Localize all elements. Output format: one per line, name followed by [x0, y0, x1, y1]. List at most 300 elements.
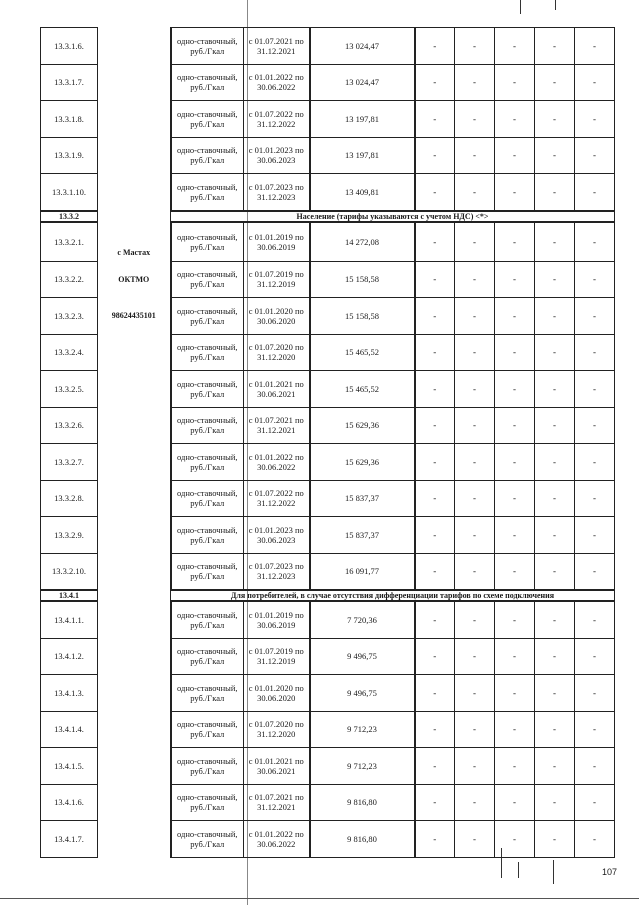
period-text: с 01.01.2021 по	[248, 755, 304, 766]
empty-value-cell: -	[575, 784, 615, 821]
empty-value-cell: -	[535, 638, 575, 675]
empty-value-cell: -	[575, 174, 615, 211]
scan-artifact	[553, 860, 554, 884]
row-number-cell: 13.3.1.9.	[41, 137, 98, 174]
tariff-type-cell	[171, 675, 244, 712]
tariff-value-cell: 15 465,52	[310, 334, 415, 371]
empty-value-cell: -	[495, 101, 535, 138]
tariff-type-text: руб./Гкал	[190, 656, 225, 667]
tariff-type-text: одно-ставочный,	[176, 35, 238, 46]
period-text: с 01.01.2019 по	[248, 609, 304, 620]
empty-value-cell: -	[455, 553, 495, 590]
row-number-cell: 13.3.1.6.	[41, 28, 98, 65]
period-text: с 01.01.2022 по	[248, 72, 304, 83]
tariff-value-cell: 7 720,36	[310, 601, 415, 638]
empty-value-cell: -	[495, 748, 535, 785]
table-row	[41, 821, 615, 858]
empty-value-cell: -	[535, 222, 575, 262]
organization-cell	[98, 298, 171, 335]
empty-value-cell: -	[575, 64, 615, 101]
tariff-type-text: руб./Гкал	[190, 155, 225, 166]
empty-value-cell: -	[415, 480, 455, 517]
period-text: с 01.07.2020 по	[248, 342, 304, 353]
empty-value-cell: -	[415, 371, 455, 408]
empty-value-cell: -	[495, 261, 535, 298]
empty-value-cell: -	[495, 137, 535, 174]
tariff-value-cell: 9 816,80	[310, 821, 415, 858]
empty-value-cell: -	[455, 675, 495, 712]
tariff-type-cell	[171, 517, 244, 554]
period-text: с 01.07.2021 по	[248, 35, 304, 46]
empty-value-cell: -	[575, 553, 615, 590]
period-cell	[244, 480, 310, 517]
empty-value-cell: -	[455, 444, 495, 481]
tariff-type-cell	[171, 371, 244, 408]
empty-value-cell: -	[495, 407, 535, 444]
empty-value-cell: -	[455, 371, 495, 408]
period-text: с 01.07.2021 по	[248, 415, 304, 426]
tariff-type-text: одно-ставочный,	[176, 792, 238, 803]
scan-artifact	[520, 0, 521, 14]
tariff-type-cell	[171, 261, 244, 298]
table-row	[41, 675, 615, 712]
organization-text: 98624435101	[111, 311, 156, 321]
empty-value-cell: -	[455, 517, 495, 554]
tariff-value-cell: 15 837,37	[310, 480, 415, 517]
period-cell	[244, 298, 310, 335]
organization-cell	[98, 517, 171, 554]
empty-value-cell: -	[455, 821, 495, 858]
period-cell	[244, 334, 310, 371]
row-number-cell: 13.4.1.7.	[41, 821, 98, 858]
empty-value-cell: -	[495, 675, 535, 712]
empty-value-cell: -	[575, 480, 615, 517]
empty-value-cell: -	[495, 517, 535, 554]
tariff-value-cell: 15 629,36	[310, 444, 415, 481]
empty-value-cell: -	[455, 28, 495, 65]
tariff-type-text: руб./Гкал	[190, 729, 225, 740]
organization-text: с Мастах	[117, 248, 151, 257]
tariff-type-cell	[171, 174, 244, 211]
empty-value-cell: -	[415, 821, 455, 858]
row-number-cell: 13.3.2.10.	[41, 553, 98, 590]
row-number-cell: 13.4.1.2.	[41, 638, 98, 675]
empty-value-cell: -	[415, 784, 455, 821]
empty-value-cell: -	[415, 298, 455, 335]
empty-value-cell: -	[495, 298, 535, 335]
tariff-value-cell: 15 158,58	[310, 261, 415, 298]
tariff-type-cell	[171, 444, 244, 481]
tariff-type-text: одно-ставочный,	[176, 72, 238, 83]
tariff-type-text: руб./Гкал	[190, 315, 225, 326]
organization-cell	[98, 261, 171, 298]
empty-value-cell: -	[495, 444, 535, 481]
row-number-cell: 13.3.2.8.	[41, 480, 98, 517]
empty-value-cell: -	[455, 64, 495, 101]
table-row	[41, 101, 615, 138]
period-text: 31.12.2019	[257, 656, 296, 667]
tariff-type-text: одно-ставочный,	[176, 108, 238, 119]
period-cell	[244, 261, 310, 298]
row-number-cell: 13.3.2.7.	[41, 444, 98, 481]
tariff-type-text: одно-ставочный,	[176, 342, 238, 353]
empty-value-cell: -	[415, 517, 455, 554]
period-text: 30.06.2020	[257, 692, 296, 703]
table-row	[41, 64, 615, 101]
empty-value-cell: -	[575, 517, 615, 554]
period-text: 30.06.2022	[257, 461, 296, 472]
tariff-type-cell	[171, 101, 244, 138]
organization-cell	[98, 601, 171, 638]
empty-value-cell: -	[415, 444, 455, 481]
row-number-cell: 13.3.2.4.	[41, 334, 98, 371]
empty-value-cell: -	[495, 784, 535, 821]
tariff-type-text: руб./Гкал	[190, 619, 225, 630]
organization-cell	[98, 711, 171, 748]
period-text: 30.06.2022	[257, 82, 296, 93]
empty-value-cell: -	[575, 711, 615, 748]
tariff-type-text: руб./Гкал	[190, 692, 225, 703]
empty-value-cell: -	[495, 334, 535, 371]
period-text: с 01.01.2019 по	[248, 231, 304, 242]
empty-value-cell: -	[535, 371, 575, 408]
empty-value-cell: -	[495, 601, 535, 638]
period-text: 31.12.2021	[257, 425, 296, 436]
period-text: 31.12.2022	[257, 498, 296, 509]
empty-value-cell: -	[415, 174, 455, 211]
section-title: Для потребителей, в случае отсутствия дифференциации тарифов по схеме подключения	[171, 590, 615, 601]
tariff-value-cell: 13 197,81	[310, 101, 415, 138]
section-header-row	[41, 590, 615, 601]
period-text: 30.06.2023	[257, 534, 296, 545]
empty-value-cell: -	[495, 222, 535, 262]
table-row	[41, 553, 615, 590]
tariff-type-text: одно-ставочный,	[176, 415, 238, 426]
tariff-type-text: одно-ставочный,	[176, 828, 238, 839]
period-text: 31.12.2019	[257, 279, 296, 290]
organization-cell	[98, 64, 171, 101]
row-number-cell: 13.3.2.5.	[41, 371, 98, 408]
scan-artifact	[555, 0, 556, 10]
table-row	[41, 784, 615, 821]
table-row	[41, 711, 615, 748]
table-body	[41, 28, 615, 858]
empty-value-cell: -	[535, 334, 575, 371]
tariff-type-cell	[171, 222, 244, 262]
tariff-value-cell: 9 712,23	[310, 748, 415, 785]
period-text: 31.12.2021	[257, 45, 296, 56]
tariff-type-text: руб./Гкал	[190, 118, 225, 129]
period-cell	[244, 407, 310, 444]
table-row	[41, 407, 615, 444]
period-cell	[244, 101, 310, 138]
row-number-cell: 13.3.2.2.	[41, 261, 98, 298]
period-text: 31.12.2020	[257, 352, 296, 363]
empty-value-cell: -	[495, 64, 535, 101]
empty-value-cell: -	[495, 638, 535, 675]
empty-value-cell: -	[535, 298, 575, 335]
organization-cell	[98, 222, 171, 262]
period-text: 31.12.2023	[257, 191, 296, 202]
tariff-value-cell: 13 024,47	[310, 28, 415, 65]
period-text: с 01.01.2022 по	[248, 828, 304, 839]
empty-value-cell: -	[575, 28, 615, 65]
period-text: 30.06.2022	[257, 838, 296, 849]
tariff-type-text: одно-ставочный,	[176, 145, 238, 156]
empty-value-cell: -	[455, 261, 495, 298]
empty-value-cell: -	[535, 137, 575, 174]
organization-cell	[98, 748, 171, 785]
tariff-type-cell	[171, 407, 244, 444]
period-text: с 01.07.2019 по	[248, 646, 304, 657]
organization-cell	[98, 675, 171, 712]
empty-value-cell: -	[415, 601, 455, 638]
period-cell	[244, 601, 310, 638]
tariff-type-cell	[171, 601, 244, 638]
section-title: Население (тарифы указываются с учетом НДС) <*>	[171, 211, 615, 222]
tariff-type-text: руб./Гкал	[190, 765, 225, 776]
table-row	[41, 444, 615, 481]
empty-value-cell: -	[455, 298, 495, 335]
empty-value-cell: -	[495, 28, 535, 65]
empty-value-cell: -	[495, 711, 535, 748]
tariff-type-cell	[171, 784, 244, 821]
tariff-type-text: руб./Гкал	[190, 388, 225, 399]
empty-value-cell: -	[535, 748, 575, 785]
period-cell	[244, 748, 310, 785]
tariff-type-text: одно-ставочный,	[176, 561, 238, 572]
tariff-type-cell	[171, 480, 244, 517]
empty-value-cell: -	[535, 444, 575, 481]
tariff-type-text: руб./Гкал	[190, 838, 225, 849]
tariff-type-text: руб./Гкал	[190, 571, 225, 582]
tariff-value-cell: 16 091,77	[310, 553, 415, 590]
empty-value-cell: -	[535, 517, 575, 554]
row-number-cell: 13.3.1.8.	[41, 101, 98, 138]
tariff-type-text: руб./Гкал	[190, 352, 225, 363]
tariff-type-text: одно-ставочный,	[176, 451, 238, 462]
empty-value-cell: -	[415, 222, 455, 262]
section-header-row	[41, 211, 615, 222]
table-row	[41, 638, 615, 675]
tariff-type-text: одно-ставочный,	[176, 269, 238, 280]
empty-value-cell: -	[535, 261, 575, 298]
organization-cell	[98, 211, 171, 222]
table-row	[41, 517, 615, 554]
empty-value-cell: -	[455, 334, 495, 371]
empty-value-cell: -	[495, 174, 535, 211]
tariff-type-text: одно-ставочный,	[176, 755, 238, 766]
tariff-type-text: одно-ставочный,	[176, 682, 238, 693]
empty-value-cell: -	[575, 444, 615, 481]
period-text: с 01.07.2019 по	[248, 269, 304, 280]
tariff-value-cell: 15 158,58	[310, 298, 415, 335]
tariff-value-cell: 15 465,52	[310, 371, 415, 408]
tariff-type-cell	[171, 711, 244, 748]
period-text: с 01.01.2023 по	[248, 145, 304, 156]
table-row	[41, 298, 615, 335]
empty-value-cell: -	[575, 748, 615, 785]
table-row	[41, 480, 615, 517]
empty-value-cell: -	[575, 298, 615, 335]
empty-value-cell: -	[575, 334, 615, 371]
period-cell	[244, 784, 310, 821]
organization-cell	[98, 137, 171, 174]
empty-value-cell: -	[495, 371, 535, 408]
tariff-type-text: одно-ставочный,	[176, 488, 238, 499]
period-cell	[244, 174, 310, 211]
period-cell	[244, 517, 310, 554]
period-cell	[244, 553, 310, 590]
period-text: 30.06.2023	[257, 155, 296, 166]
row-number-cell: 13.4.1.1.	[41, 601, 98, 638]
table-row	[41, 28, 615, 65]
period-text: 31.12.2021	[257, 802, 296, 813]
empty-value-cell: -	[455, 480, 495, 517]
tariff-table	[40, 27, 615, 858]
tariff-type-text: руб./Гкал	[190, 425, 225, 436]
empty-value-cell: -	[415, 137, 455, 174]
empty-value-cell: -	[415, 64, 455, 101]
empty-value-cell: -	[455, 784, 495, 821]
empty-value-cell: -	[495, 553, 535, 590]
period-text: с 01.07.2022 по	[248, 108, 304, 119]
period-text: 31.12.2020	[257, 729, 296, 740]
table-row	[41, 334, 615, 371]
row-number-cell: 13.4.1.4.	[41, 711, 98, 748]
tariff-value-cell: 14 272,08	[310, 222, 415, 262]
empty-value-cell: -	[455, 601, 495, 638]
empty-value-cell: -	[535, 601, 575, 638]
row-number-cell: 13.4.1.6.	[41, 784, 98, 821]
row-number-cell: 13.4.1.5.	[41, 748, 98, 785]
tariff-type-text: руб./Гкал	[190, 191, 225, 202]
period-cell	[244, 371, 310, 408]
tariff-type-cell	[171, 334, 244, 371]
period-text: 30.06.2019	[257, 241, 296, 252]
tariff-value-cell: 9 496,75	[310, 638, 415, 675]
table-row	[41, 222, 615, 262]
tariff-value-cell: 13 197,81	[310, 137, 415, 174]
empty-value-cell: -	[415, 261, 455, 298]
period-text: 30.06.2019	[257, 619, 296, 630]
organization-cell	[98, 334, 171, 371]
tariff-type-cell	[171, 821, 244, 858]
organization-cell	[98, 407, 171, 444]
empty-value-cell: -	[575, 101, 615, 138]
tariff-type-cell	[171, 748, 244, 785]
organization-cell	[98, 784, 171, 821]
tariff-type-text: руб./Гкал	[190, 498, 225, 509]
tariff-value-cell: 13 409,81	[310, 174, 415, 211]
organization-cell	[98, 28, 171, 65]
organization-cell	[98, 371, 171, 408]
empty-value-cell: -	[455, 101, 495, 138]
tariff-value-cell: 15 629,36	[310, 407, 415, 444]
empty-value-cell: -	[535, 784, 575, 821]
period-cell	[244, 821, 310, 858]
tariff-type-text: руб./Гкал	[190, 82, 225, 93]
empty-value-cell: -	[495, 821, 535, 858]
empty-value-cell: -	[535, 711, 575, 748]
page-number: 107	[601, 867, 617, 877]
organization-cell	[98, 821, 171, 858]
tariff-type-text: руб./Гкал	[190, 279, 225, 290]
empty-value-cell: -	[415, 28, 455, 65]
tariff-type-text: руб./Гкал	[190, 534, 225, 545]
tariff-type-text: одно-ставочный,	[176, 378, 238, 389]
row-number-cell: 13.3.2.3.	[41, 298, 98, 335]
tariff-type-cell	[171, 137, 244, 174]
tariff-value-cell: 9 712,23	[310, 711, 415, 748]
period-text: с 01.07.2022 по	[248, 488, 304, 499]
period-text: с 01.01.2020 по	[248, 305, 304, 316]
empty-value-cell: -	[535, 101, 575, 138]
empty-value-cell: -	[495, 480, 535, 517]
tariff-type-text: руб./Гкал	[190, 461, 225, 472]
period-text: 30.06.2020	[257, 315, 296, 326]
tariff-value-cell: 9 496,75	[310, 675, 415, 712]
tariff-value-cell: 13 024,47	[310, 64, 415, 101]
empty-value-cell: -	[575, 371, 615, 408]
empty-value-cell: -	[415, 711, 455, 748]
empty-value-cell: -	[415, 675, 455, 712]
table-row	[41, 371, 615, 408]
row-number-cell: 13.3.2.9.	[41, 517, 98, 554]
tariff-type-text: одно-ставочный,	[176, 646, 238, 657]
empty-value-cell: -	[575, 675, 615, 712]
period-text: с 01.01.2021 по	[248, 378, 304, 389]
empty-value-cell: -	[535, 821, 575, 858]
period-cell	[244, 222, 310, 262]
tariff-type-text: одно-ставочный,	[176, 231, 238, 242]
empty-value-cell: -	[415, 748, 455, 785]
row-number-cell: 13.4.1.3.	[41, 675, 98, 712]
organization-cell	[98, 553, 171, 590]
tariff-type-text: одно-ставочный,	[176, 305, 238, 316]
empty-value-cell: -	[575, 821, 615, 858]
empty-value-cell: -	[455, 748, 495, 785]
section-number: 13.4.1	[41, 590, 98, 601]
empty-value-cell: -	[455, 711, 495, 748]
empty-value-cell: -	[575, 601, 615, 638]
period-cell	[244, 675, 310, 712]
organization-text: ОКТМО	[118, 274, 150, 284]
empty-value-cell: -	[575, 222, 615, 262]
period-cell	[244, 137, 310, 174]
empty-value-cell: -	[575, 407, 615, 444]
tariff-type-text: руб./Гкал	[190, 45, 225, 56]
period-text: с 01.07.2021 по	[248, 792, 304, 803]
period-text: 30.06.2021	[257, 388, 296, 399]
period-text: 30.06.2021	[257, 765, 296, 776]
period-text: с 01.07.2020 по	[248, 719, 304, 730]
empty-value-cell: -	[455, 407, 495, 444]
organization-cell	[98, 174, 171, 211]
empty-value-cell: -	[455, 638, 495, 675]
empty-value-cell: -	[535, 174, 575, 211]
scan-artifact	[518, 862, 519, 878]
tariff-type-text: руб./Гкал	[190, 241, 225, 252]
table-row	[41, 261, 615, 298]
period-text: 31.12.2023	[257, 571, 296, 582]
period-text: с 01.07.2023 по	[248, 561, 304, 572]
organization-cell	[98, 480, 171, 517]
organization-cell	[98, 638, 171, 675]
table-row	[41, 174, 615, 211]
empty-value-cell: -	[415, 334, 455, 371]
empty-value-cell: -	[575, 638, 615, 675]
